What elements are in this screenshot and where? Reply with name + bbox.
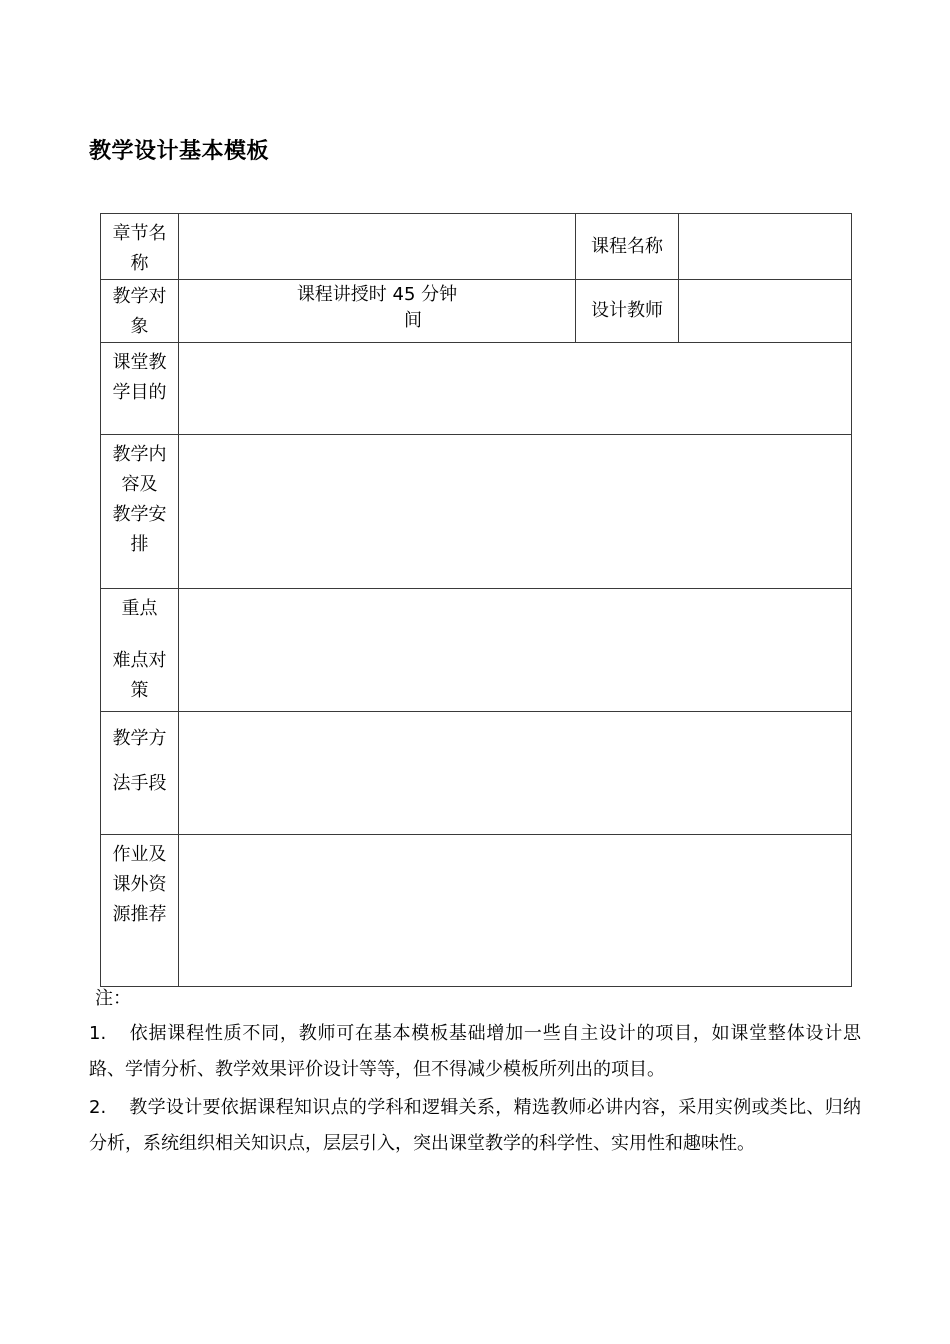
table-row	[101, 835, 852, 987]
designer-teacher-field[interactable]	[679, 280, 852, 343]
label-line: 章节名	[112, 223, 167, 244]
label-line: 策	[130, 680, 149, 701]
notes-section	[89, 984, 861, 1162]
label-line: 课外资	[112, 874, 167, 895]
key-points-label	[101, 589, 179, 712]
table-row	[101, 712, 852, 835]
lesson-plan-table	[100, 213, 852, 987]
label-line: 象	[130, 316, 149, 337]
label-line: 难点对	[112, 650, 167, 671]
teaching-methods-field[interactable]	[179, 712, 852, 835]
table-row	[101, 435, 852, 589]
label-line: 称	[130, 253, 149, 274]
note-item	[89, 1090, 861, 1162]
page-title: 教学设计基本模板	[89, 139, 270, 164]
note-number: 2.	[89, 1097, 107, 1118]
audience-label	[101, 280, 179, 343]
key-points-field[interactable]	[179, 589, 852, 712]
homework-field[interactable]	[179, 835, 852, 987]
chapter-name-label	[101, 214, 179, 280]
teaching-content-label	[101, 435, 179, 589]
teaching-content-field[interactable]	[179, 435, 852, 589]
label-line: 重点	[121, 598, 158, 619]
teaching-goals-field[interactable]	[179, 343, 852, 435]
label-line: 课堂教	[112, 352, 167, 373]
label-line: 法手段	[112, 773, 167, 794]
class-hours-field[interactable]	[179, 280, 576, 343]
label-line: 教学对	[112, 286, 167, 307]
note-text: 教学设计要依据课程知识点的学科和逻辑关系，精选教师必讲内容，采用实例或类比、归纳分析，系统组织相关知识点，层层引入，突出课堂教学的科学性、实用性和趣味性。	[89, 1097, 861, 1154]
label-line: 教学方	[112, 728, 167, 749]
teaching-methods-label	[101, 712, 179, 835]
teaching-goals-label	[101, 343, 179, 435]
label-line: 学目的	[112, 382, 167, 403]
hours-line: 课程讲授时 45 分钟	[296, 284, 458, 305]
label-line: 教学内	[112, 444, 167, 465]
course-name-label: 课程名称	[576, 214, 679, 280]
note-text: 依据课程性质不同，教师可在基本模板基础增加一些自主设计的项目，如课堂整体设计思路、学情分析、教学效果评价设计等等，但不得减少模板所列出的项目。	[89, 1023, 861, 1080]
note-number: 1.	[89, 1023, 107, 1044]
label-line: 教学安	[112, 504, 167, 525]
table-row	[101, 343, 852, 435]
designer-teacher-label: 设计教师	[576, 280, 679, 343]
notes-heading: 注：	[95, 988, 131, 1009]
chapter-name-field[interactable]	[179, 214, 576, 280]
course-name-field[interactable]	[679, 214, 852, 280]
label-line: 容及	[121, 474, 158, 495]
table-row	[101, 589, 852, 712]
label-line: 源推荐	[112, 904, 167, 925]
table-row	[101, 280, 852, 343]
hours-line: 间	[404, 310, 422, 331]
label-line: 作业及	[112, 844, 167, 865]
label-line: 排	[130, 534, 149, 555]
note-item	[89, 1016, 861, 1088]
table-row	[101, 214, 852, 280]
homework-label	[101, 835, 179, 987]
